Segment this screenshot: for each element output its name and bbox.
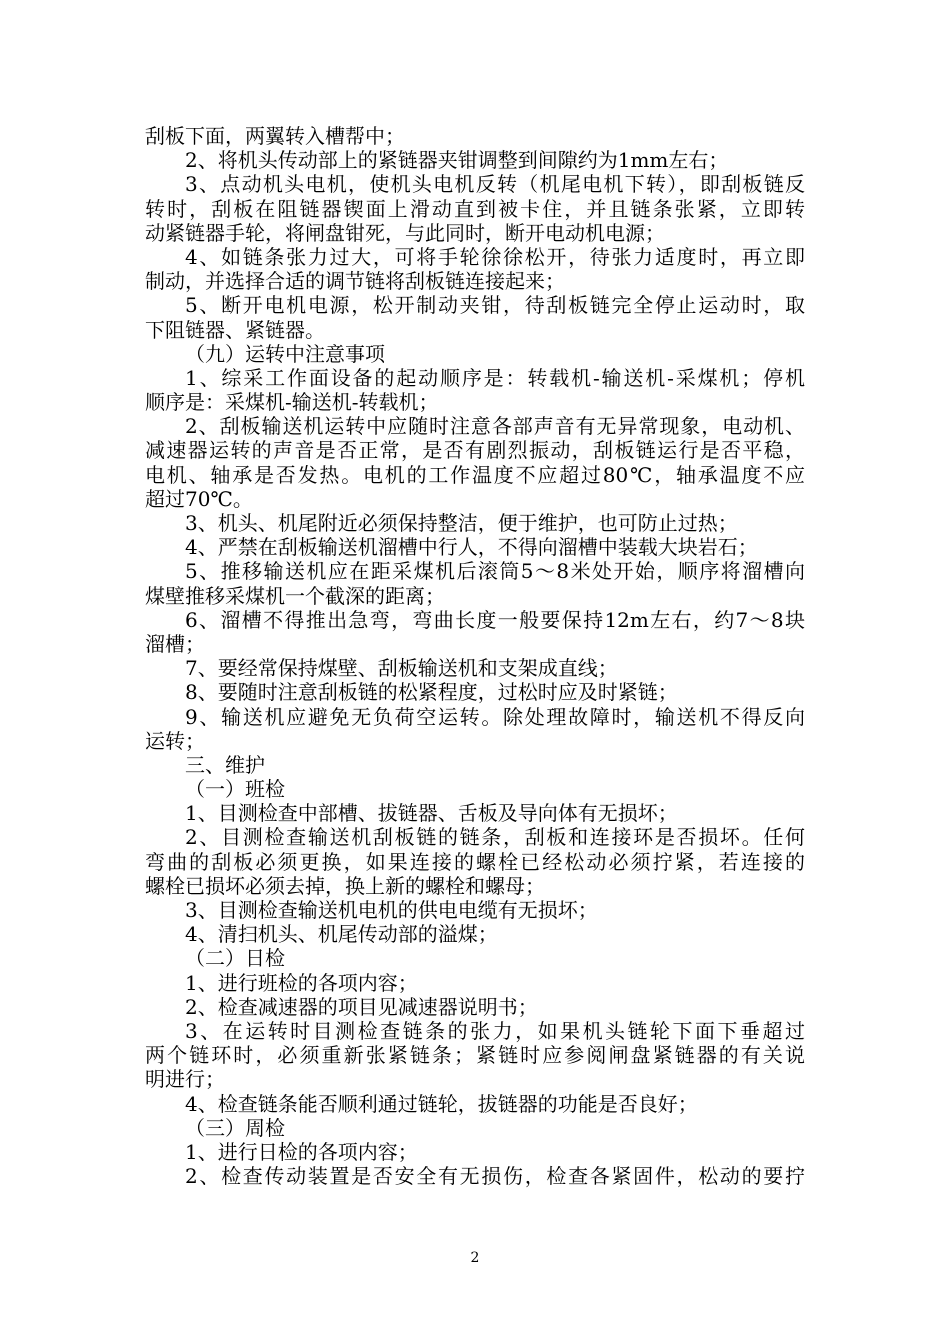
text-line: 弯曲的刮板必须更换，如果连接的螺栓已经松动必须拧紧，若连接的 xyxy=(145,849,805,874)
text-line: 螺栓已损坏必须去掉，换上新的螺栓和螺母； xyxy=(145,873,545,898)
text-line: 3、机头、机尾附近必须保持整洁，便于维护，也可防止过热； xyxy=(185,511,738,535)
text-line: （九）运转中注意事项 xyxy=(185,341,385,366)
text-line: 煤壁推移采煤机一个截深的距离； xyxy=(145,583,445,608)
text-line: （二）日检 xyxy=(185,946,285,971)
text-line: 顺序是：采煤机-输送机-转载机； xyxy=(145,390,439,415)
text-line: 4、如链条张力过大，可将手轮徐徐松开，待张力适度时，再立即 xyxy=(185,244,805,269)
text-line: 电机、轴承是否发热。电机的工作温度不应超过80℃，轴承温度不应 xyxy=(145,462,805,487)
text-line: 2、目测检查输送机刮板链的链条，刮板和连接环是否损坏。任何 xyxy=(185,825,805,850)
text-line: 2、检查传动装置是否安全有无损伤，检查各紧固件，松动的要拧 xyxy=(185,1164,805,1189)
text-line: 1、进行班检的各项内容； xyxy=(185,970,418,995)
text-line: 3、点动机头电机，使机头电机反转（机尾电机下转），即刮板链反 xyxy=(185,172,805,197)
text-line: 1、进行日检的各项内容； xyxy=(185,1139,418,1164)
text-line: 2、检查减速器的项目见减速器说明书； xyxy=(185,994,538,1019)
text-line: （一）班检 xyxy=(185,777,285,802)
text-line: 刮板下面，两翼转入槽帮中； xyxy=(145,124,405,148)
text-line: 4、检查链条能否顺利通过链轮，拔链器的功能是否良好； xyxy=(185,1091,698,1116)
text-line: 下阻链器、紧链器。 xyxy=(145,317,325,342)
text-line: 5、推移输送机应在距采煤机后滚筒5～8米处开始，顺序将溜槽向 xyxy=(185,559,805,584)
text-line: 9、输送机应避免无负荷空运转。除处理故障时，输送机不得反向 xyxy=(185,704,805,729)
text-line: 制动，并选择合适的调节链将刮板链连接起来； xyxy=(145,269,565,294)
text-line: 1、目测检查中部槽、拔链器、舌板及导向体有无损坏； xyxy=(185,801,678,826)
text-line: 4、严禁在刮板输送机溜槽中行人，不得向溜槽中装载大块岩石； xyxy=(185,535,758,560)
text-line: （三）周检 xyxy=(185,1115,285,1140)
page-number: 2 xyxy=(470,1250,480,1266)
text-line: 4、清扫机头、机尾传动部的溢煤； xyxy=(185,922,498,947)
text-line: 运转； xyxy=(145,728,205,753)
text-line: 超过70℃。 xyxy=(145,486,253,511)
text-line: 5、断开电机电源，松开制动夹钳，待刮板链完全停止运动时，取 xyxy=(185,293,805,318)
text-line: 6、溜槽不得推出急弯，弯曲长度一般要保持12m左右，约7～8块 xyxy=(185,607,805,632)
text-line: 3、在运转时目测检查链条的张力，如果机头链轮下面下垂超过 xyxy=(185,1018,805,1043)
text-line: 三、维护 xyxy=(185,752,265,777)
text-line: 转时，刮板在阻链器锲面上滑动直到被卡住，并且链条张紧，立即转 xyxy=(145,196,805,221)
text-line: 2、将机头传动部上的紧链器夹钳调整到间隙约为1mm左右； xyxy=(185,148,729,173)
text-line: 1、综采工作面设备的起动顺序是：转载机-输送机-采煤机；停机 xyxy=(185,365,805,390)
text-line: 动紧链器手轮，将闸盘钳死，与此同时，断开电动机电源； xyxy=(145,220,665,245)
text-line: 明进行； xyxy=(145,1067,225,1092)
text-line: 7、要经常保持煤壁、刮板输送机和支架成直线； xyxy=(185,656,618,681)
document-body xyxy=(145,124,805,1188)
text-line: 3、目测检查输送机电机的供电电缆有无损坏； xyxy=(185,898,598,922)
text-line: 减速器运转的声音是否正常，是否有剧烈振动，刮板链运行是否平稳， xyxy=(145,438,805,463)
text-line: 两个链环时，必须重新张紧链条；紧链时应参阅闸盘紧链器的有关说 xyxy=(145,1043,805,1068)
text-line: 8、要随时注意刮板链的松紧程度，过松时应及时紧链； xyxy=(185,680,678,705)
text-line: 溜槽； xyxy=(145,631,205,656)
text-line: 2、刮板输送机运转中应随时注意各部声音有无异常现象，电动机、 xyxy=(185,414,805,439)
